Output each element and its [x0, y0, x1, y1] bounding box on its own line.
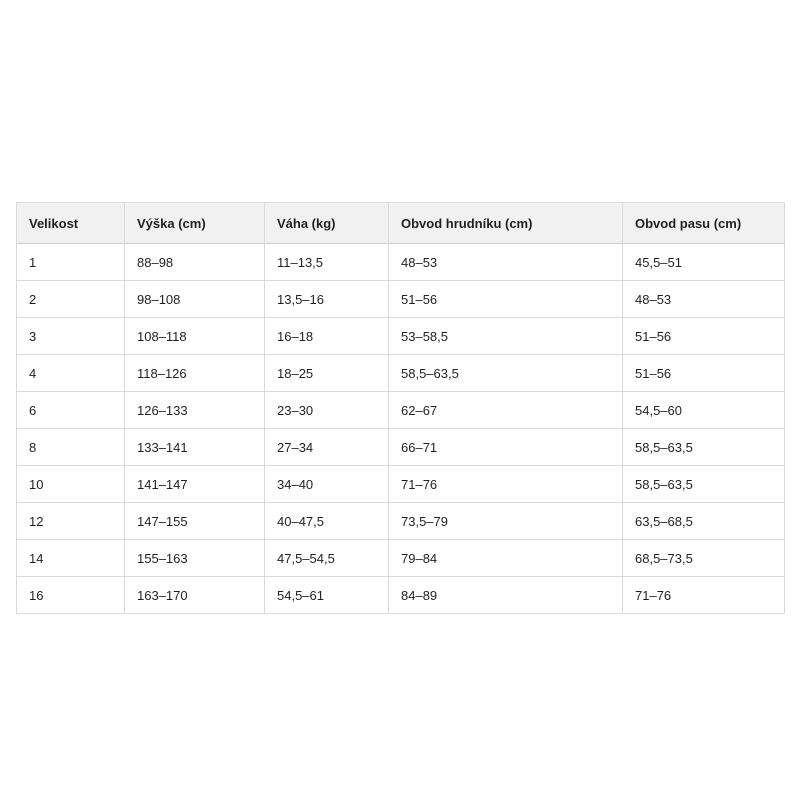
cell-size: 6: [17, 392, 125, 429]
cell-weight: 47,5–54,5: [265, 540, 389, 577]
cell-chest: 71–76: [389, 466, 623, 503]
cell-height: 155–163: [125, 540, 265, 577]
cell-height: 141–147: [125, 466, 265, 503]
table-row: [17, 577, 785, 614]
cell-waist: 54,5–60: [623, 392, 785, 429]
cell-size: 2: [17, 281, 125, 318]
cell-waist: 48–53: [623, 281, 785, 318]
table-row: [17, 392, 785, 429]
table-row: [17, 429, 785, 466]
cell-waist: 51–56: [623, 318, 785, 355]
cell-size: 4: [17, 355, 125, 392]
cell-chest: 84–89: [389, 577, 623, 614]
table-row: [17, 318, 785, 355]
cell-chest: 62–67: [389, 392, 623, 429]
cell-height: 126–133: [125, 392, 265, 429]
table-row: [17, 540, 785, 577]
cell-height: 118–126: [125, 355, 265, 392]
cell-chest: 48–53: [389, 244, 623, 281]
table-row: [17, 466, 785, 503]
cell-waist: 71–76: [623, 577, 785, 614]
cell-chest: 73,5–79: [389, 503, 623, 540]
table-header-row: [17, 203, 785, 244]
column-header-vyska: Výška (cm): [125, 203, 265, 244]
cell-weight: 34–40: [265, 466, 389, 503]
cell-weight: 54,5–61: [265, 577, 389, 614]
cell-size: 14: [17, 540, 125, 577]
cell-waist: 45,5–51: [623, 244, 785, 281]
cell-weight: 16–18: [265, 318, 389, 355]
table-body: [17, 244, 785, 614]
cell-height: 163–170: [125, 577, 265, 614]
cell-waist: 58,5–63,5: [623, 429, 785, 466]
cell-waist: 68,5–73,5: [623, 540, 785, 577]
cell-chest: 79–84: [389, 540, 623, 577]
size-chart-table: [16, 202, 785, 614]
cell-height: 98–108: [125, 281, 265, 318]
cell-weight: 11–13,5: [265, 244, 389, 281]
column-header-velikost: Velikost: [17, 203, 125, 244]
cell-waist: 51–56: [623, 355, 785, 392]
cell-chest: 58,5–63,5: [389, 355, 623, 392]
cell-size: 10: [17, 466, 125, 503]
cell-waist: 63,5–68,5: [623, 503, 785, 540]
cell-weight: 40–47,5: [265, 503, 389, 540]
cell-weight: 13,5–16: [265, 281, 389, 318]
cell-height: 88–98: [125, 244, 265, 281]
table-header: [17, 203, 785, 244]
cell-weight: 23–30: [265, 392, 389, 429]
cell-waist: 58,5–63,5: [623, 466, 785, 503]
cell-size: 8: [17, 429, 125, 466]
cell-height: 133–141: [125, 429, 265, 466]
column-header-obvod-pasu: Obvod pasu (cm): [623, 203, 785, 244]
cell-weight: 27–34: [265, 429, 389, 466]
cell-chest: 66–71: [389, 429, 623, 466]
table-row: [17, 244, 785, 281]
cell-height: 108–118: [125, 318, 265, 355]
cell-size: 16: [17, 577, 125, 614]
cell-height: 147–155: [125, 503, 265, 540]
cell-size: 1: [17, 244, 125, 281]
column-header-obvod-hrudniku: Obvod hrudníku (cm): [389, 203, 623, 244]
table-row: [17, 503, 785, 540]
size-chart-container: [16, 202, 784, 614]
column-header-vaha: Váha (kg): [265, 203, 389, 244]
cell-chest: 53–58,5: [389, 318, 623, 355]
table-row: [17, 281, 785, 318]
cell-chest: 51–56: [389, 281, 623, 318]
table-row: [17, 355, 785, 392]
cell-size: 12: [17, 503, 125, 540]
cell-weight: 18–25: [265, 355, 389, 392]
cell-size: 3: [17, 318, 125, 355]
